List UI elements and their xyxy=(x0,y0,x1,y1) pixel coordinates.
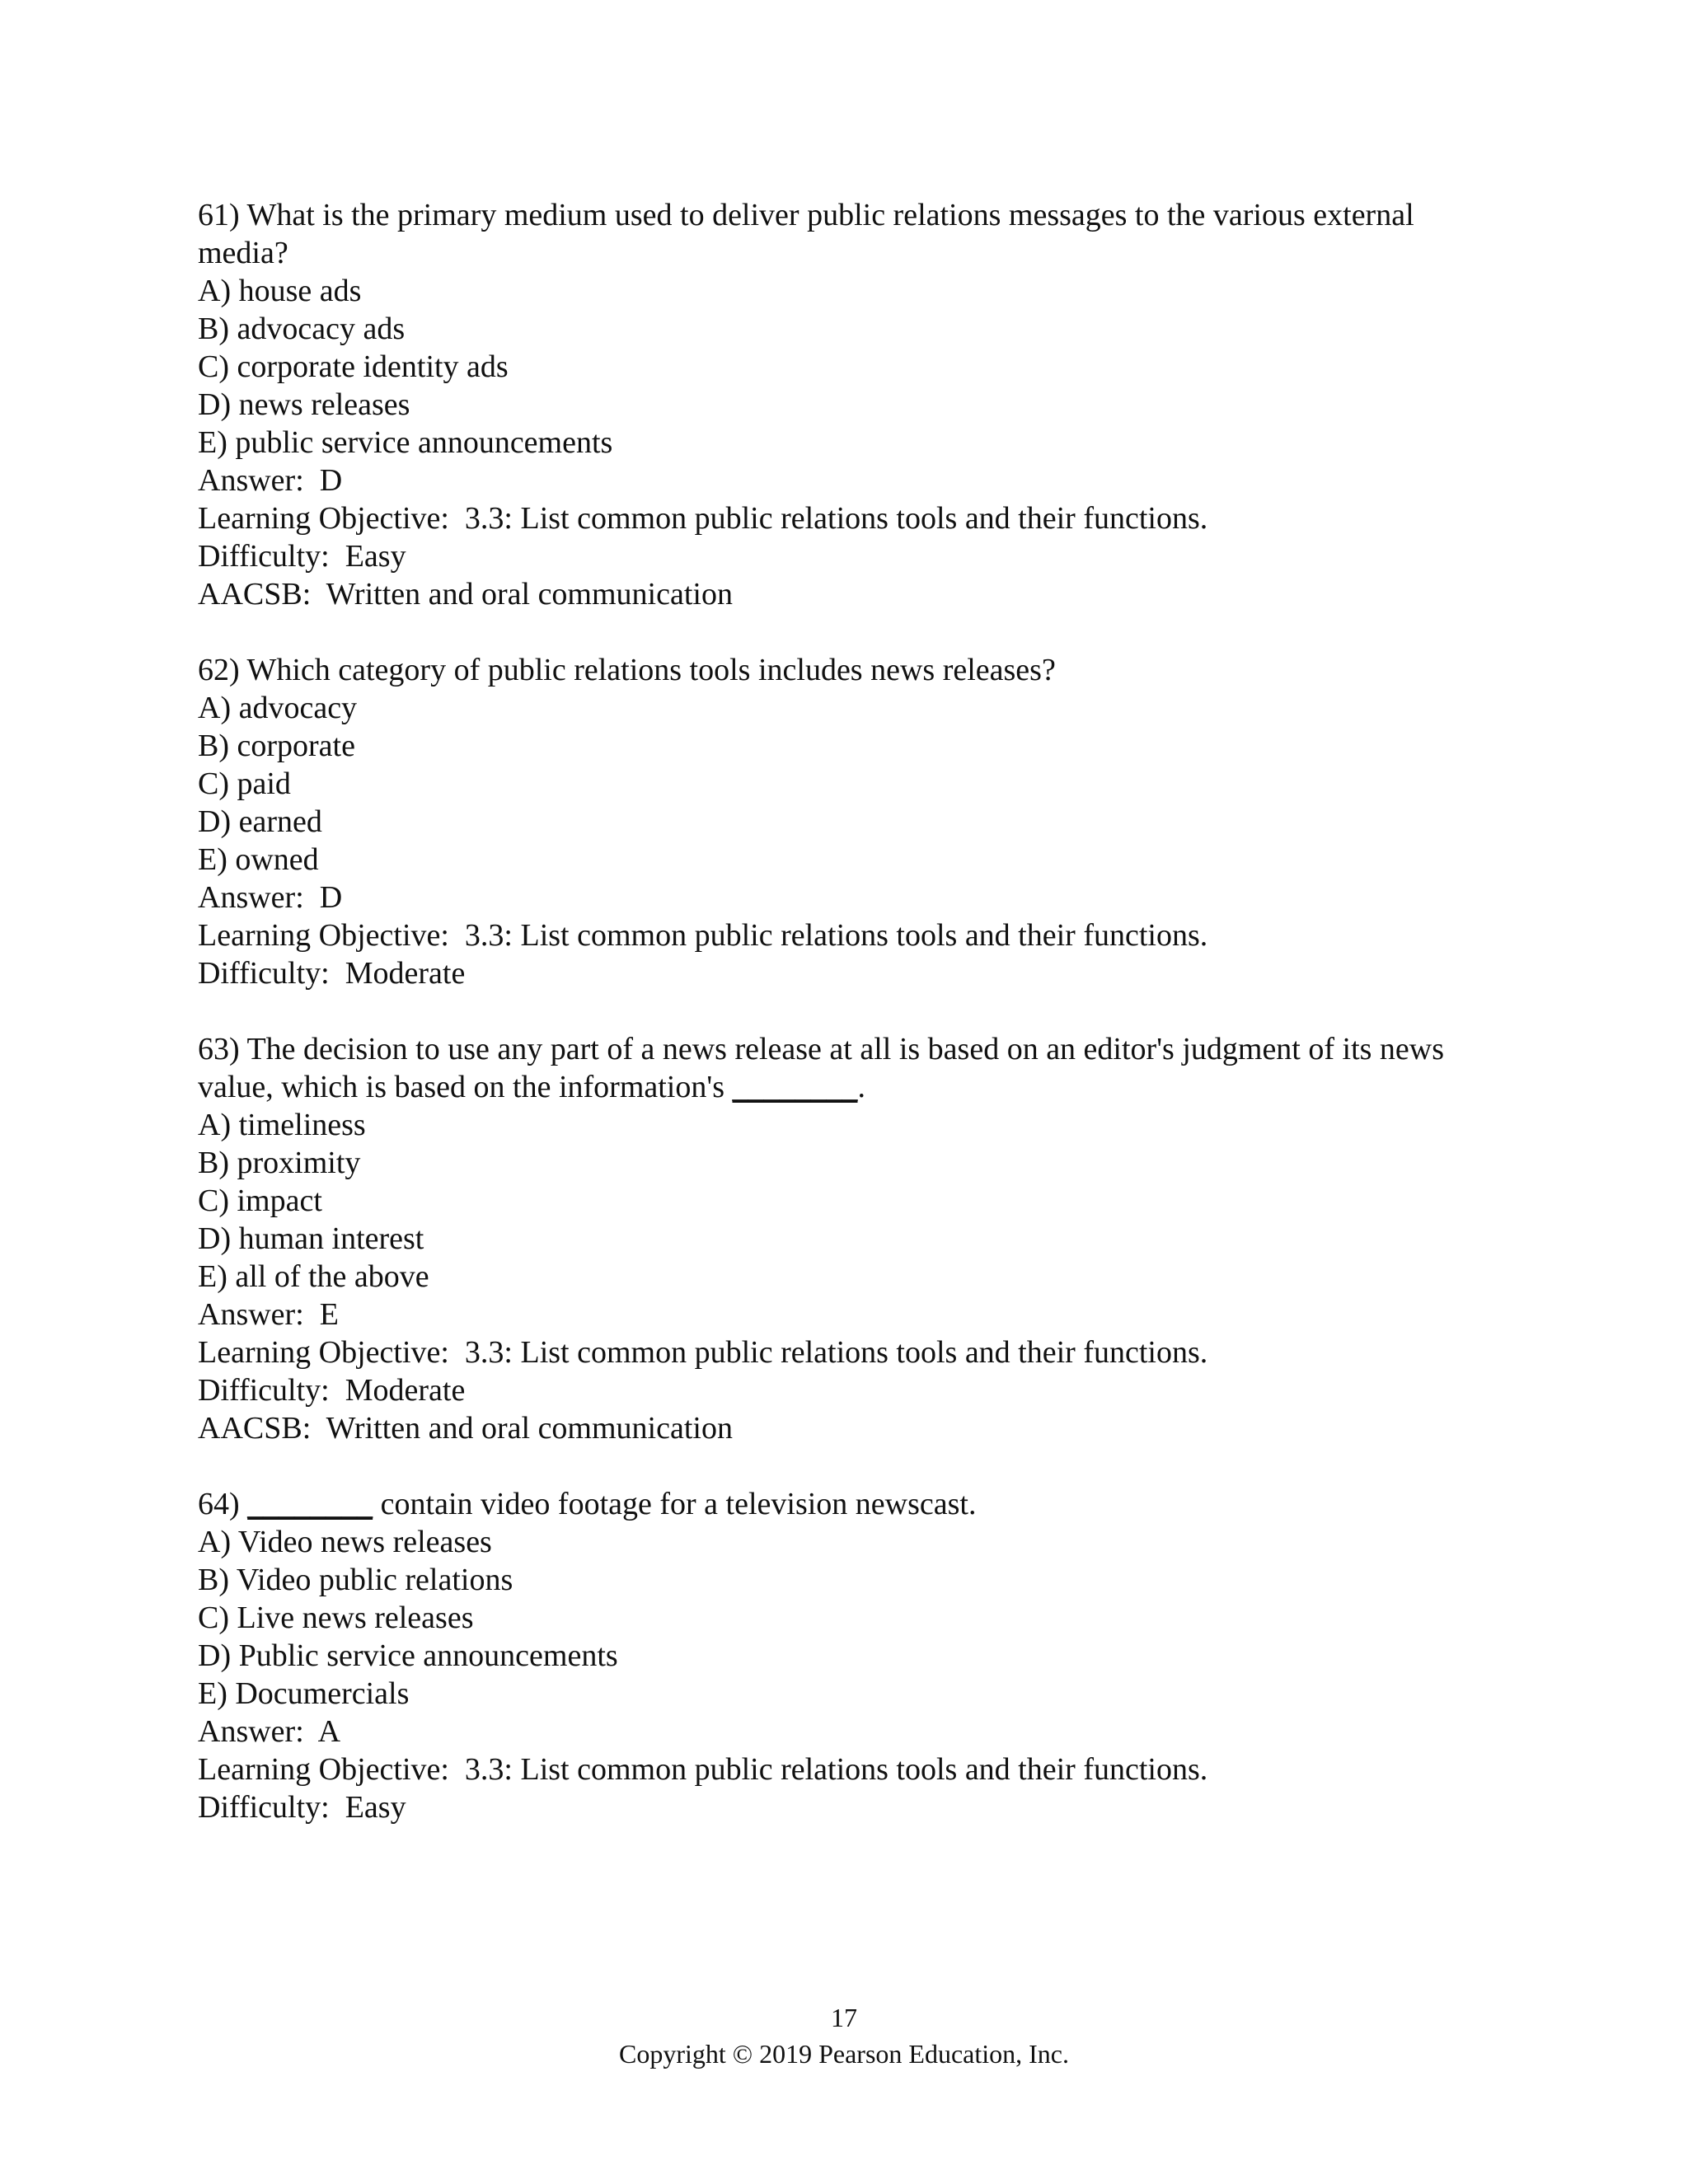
fill-in-blank: ________ xyxy=(732,1070,858,1104)
learning-objective: Learning Objective: 3.3: List common public relations tools and their functions. xyxy=(198,918,1208,953)
answer-option-e: E) Documercials xyxy=(198,1676,410,1711)
question-number: 63) xyxy=(198,1032,240,1066)
fill-in-blank: ________ xyxy=(247,1487,373,1521)
question-text-before-blank: The decision to use any part of a news release at all is based on an editor's judgment of its news value, which is based on the information's xyxy=(198,1032,1445,1104)
answer-option-b: B) advocacy ads xyxy=(198,312,406,346)
question-64 xyxy=(198,1485,1500,1826)
difficulty: Difficulty: Moderate xyxy=(198,1373,466,1408)
correct-answer: Answer: E xyxy=(198,1297,339,1332)
answer-option-a: A) advocacy xyxy=(198,691,358,725)
answer-option-b: B) proximity xyxy=(198,1146,361,1180)
answer-option-d: D) earned xyxy=(198,804,322,839)
answer-option-c: C) impact xyxy=(198,1183,322,1218)
copyright-notice: Copyright © 2019 Pearson Education, Inc. xyxy=(619,2039,1069,2069)
answer-option-c: C) paid xyxy=(198,766,291,801)
question-stem xyxy=(198,196,1500,272)
question-stem xyxy=(198,1030,1500,1106)
learning-objective: Learning Objective: 3.3: List common public relations tools and their functions. xyxy=(198,1752,1208,1787)
learning-objective: Learning Objective: 3.3: List common public relations tools and their functions. xyxy=(198,1335,1208,1370)
question-number: 61) xyxy=(198,198,240,232)
answer-option-a: A) timeliness xyxy=(198,1108,366,1142)
correct-answer: Answer: D xyxy=(198,463,343,498)
question-text-after-blank: . xyxy=(857,1070,865,1104)
question-number: 62) xyxy=(198,653,240,687)
answer-option-d: D) Public service announcements xyxy=(198,1638,618,1673)
answer-option-e: E) owned xyxy=(198,842,319,877)
question-stem xyxy=(198,1485,1500,1523)
question-text: Which category of public relations tools includes news releases? xyxy=(239,653,1056,687)
question-text-after-blank: contain video footage for a television newscast. xyxy=(373,1487,977,1521)
answer-option-a: A) Video news releases xyxy=(198,1525,492,1559)
difficulty: Difficulty: Easy xyxy=(198,539,406,574)
aacsb-standard: AACSB: Written and oral communication xyxy=(198,1411,733,1446)
question-list xyxy=(198,196,1500,1826)
correct-answer: Answer: D xyxy=(198,880,343,915)
difficulty: Difficulty: Easy xyxy=(198,1790,406,1825)
answer-option-b: B) Video public relations xyxy=(198,1563,513,1597)
learning-objective: Learning Objective: 3.3: List common public relations tools and their functions. xyxy=(198,501,1208,536)
answer-option-c: C) Live news releases xyxy=(198,1601,474,1635)
answer-option-b: B) corporate xyxy=(198,729,355,763)
answer-option-e: E) all of the above xyxy=(198,1259,429,1294)
question-text: What is the primary medium used to deliver public relations messages to the various external media? xyxy=(198,198,1414,270)
question-number: 64) xyxy=(198,1487,240,1521)
question-62 xyxy=(198,651,1500,992)
question-stem xyxy=(198,651,1500,689)
page-number: 17 xyxy=(831,2003,857,2032)
question-63 xyxy=(198,1030,1500,1447)
difficulty: Difficulty: Moderate xyxy=(198,956,466,991)
answer-option-a: A) house ads xyxy=(198,274,362,308)
answer-option-c: C) corporate identity ads xyxy=(198,349,509,384)
answer-option-e: E) public service announcements xyxy=(198,425,613,460)
correct-answer: Answer: A xyxy=(198,1714,341,1749)
aacsb-standard: AACSB: Written and oral communication xyxy=(198,577,733,612)
answer-option-d: D) human interest xyxy=(198,1221,424,1256)
answer-option-d: D) news releases xyxy=(198,387,410,422)
question-61 xyxy=(198,196,1500,613)
